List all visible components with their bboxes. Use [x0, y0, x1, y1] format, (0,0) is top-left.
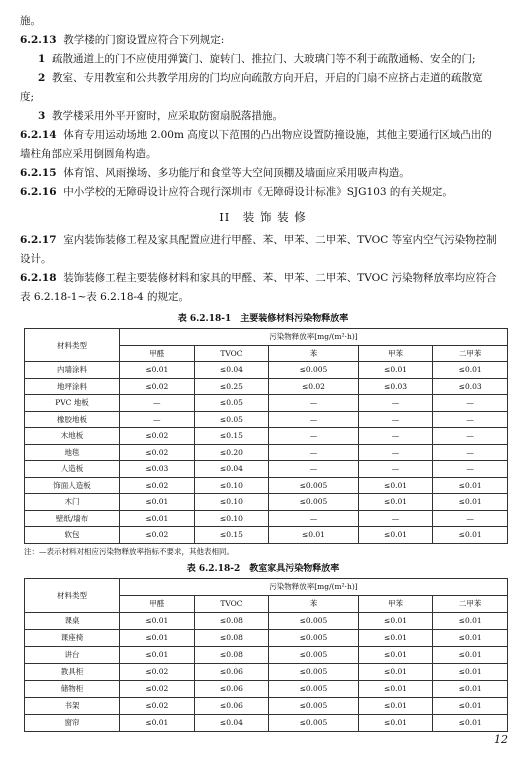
- table-cell: ≤0.01: [433, 612, 508, 629]
- table-cell: —: [120, 395, 195, 412]
- table-cell: —: [433, 411, 508, 428]
- table-cell: ≤0.005: [269, 362, 359, 379]
- table-cell: ≤0.10: [194, 477, 269, 494]
- row-label: 木门: [25, 494, 120, 511]
- clause-number: 3: [38, 110, 46, 122]
- section-title: II 装 饰 装 修: [219, 210, 307, 224]
- table-cell: ≤0.01: [120, 362, 195, 379]
- column-header: 甲醛: [120, 345, 195, 362]
- table-cell: ≤0.02: [120, 680, 195, 697]
- text-line: [20, 250, 506, 269]
- text-line: [20, 88, 506, 107]
- table-cell: —: [269, 428, 359, 445]
- table-cell: —: [358, 411, 433, 428]
- text-line: [20, 12, 506, 31]
- column-header: 苯: [269, 345, 359, 362]
- table-cell: ≤0.10: [194, 494, 269, 511]
- table-cell: ≤0.01: [358, 477, 433, 494]
- table-row: [25, 494, 508, 511]
- clause-text: 墙柱角部应采用倒圆角构造。: [20, 148, 157, 160]
- table-cell: —: [433, 444, 508, 461]
- table-cell: ≤0.01: [120, 629, 195, 646]
- table-cell: ≤0.02: [120, 663, 195, 680]
- table-cell: ≤0.005: [269, 680, 359, 697]
- table-cell: ≤0.03: [120, 461, 195, 478]
- table-cell: ≤0.01: [358, 714, 433, 731]
- table-cell: ≤0.005: [269, 646, 359, 663]
- table-cell: ≤0.005: [269, 697, 359, 714]
- table-cell: ≤0.05: [194, 411, 269, 428]
- table-cell: ≤0.02: [120, 527, 195, 544]
- table-cell: ≤0.08: [194, 646, 269, 663]
- text-line: [20, 183, 506, 202]
- column-header: 苯: [269, 595, 359, 612]
- table-row: [25, 395, 508, 412]
- table-row: [25, 477, 508, 494]
- table-cell: —: [433, 395, 508, 412]
- table-cell: ≤0.005: [269, 629, 359, 646]
- column-header: 甲苯: [358, 345, 433, 362]
- table1-note: 注：—表示材料对相应污染物释放率指标不要求，其他表相同。: [24, 546, 234, 556]
- clause-text: 教学楼的门窗设置应符合下列规定:: [63, 34, 225, 46]
- header-row: [25, 329, 508, 346]
- table-cell: ≤0.005: [269, 477, 359, 494]
- text-line: [20, 269, 506, 288]
- clause-text: 教学楼采用外平开窗时，应采取防窗扇脱落措施。: [52, 110, 283, 122]
- table-cell: ≤0.01: [358, 629, 433, 646]
- column-header: 甲苯: [358, 595, 433, 612]
- text-line: [20, 69, 506, 88]
- clause-text: 疏散通道上的门不应使用弹簧门、旋转门、推拉门、大玻璃门等不利于疏散通畅、安全的门;: [52, 53, 476, 65]
- clause-number: 6.2.13: [20, 34, 57, 46]
- text-line: [20, 288, 506, 307]
- row-label: 教具柜: [25, 663, 120, 680]
- table-row: [25, 697, 508, 714]
- table-cell: ≤0.06: [194, 697, 269, 714]
- table-cell: ≤0.01: [433, 663, 508, 680]
- table-row: [25, 680, 508, 697]
- table-cell: ≤0.25: [194, 378, 269, 395]
- row-label: 内墙涂料: [25, 362, 120, 379]
- clause-number: 6.2.18: [20, 272, 57, 284]
- table-cell: ≤0.02: [120, 378, 195, 395]
- text-line: [20, 31, 506, 50]
- row-label: 木地板: [25, 428, 120, 445]
- clause-text: 体育专用运动场地 2.00m 高度以下范围的凸出物应设置防撞设施，其他主要通行区域凸出的: [63, 129, 492, 141]
- table2-caption: 表 6.2.18-2 教室家具污染物释放率: [186, 563, 340, 574]
- table-cell: ≤0.01: [358, 646, 433, 663]
- table-cell: ≤0.01: [433, 629, 508, 646]
- table-cell: ≤0.005: [269, 714, 359, 731]
- table-cell: ≤0.005: [269, 494, 359, 511]
- column-header: TVOC: [194, 595, 269, 612]
- row-label: 讲台: [25, 646, 120, 663]
- table-cell: ≤0.01: [358, 663, 433, 680]
- table-cell: ≤0.01: [120, 510, 195, 527]
- column-header: 甲醛: [120, 595, 195, 612]
- table-cell: ≤0.01: [433, 527, 508, 544]
- table-row: [25, 663, 508, 680]
- table-cell: —: [269, 395, 359, 412]
- row-label: 地坪涂料: [25, 378, 120, 395]
- table-cell: ≤0.08: [194, 629, 269, 646]
- row-label: 软包: [25, 527, 120, 544]
- text-line: [20, 145, 506, 164]
- table-cell: ≤0.02: [120, 444, 195, 461]
- table-row: [25, 629, 508, 646]
- row-label: 课座椅: [25, 629, 120, 646]
- table-cell: ≤0.005: [269, 612, 359, 629]
- table-cell: ≤0.04: [194, 461, 269, 478]
- header-row: [25, 578, 508, 595]
- table-cell: ≤0.03: [358, 378, 433, 395]
- table1-caption: 表 6.2.18-1 主要装修材料污染物释放率: [177, 314, 349, 324]
- table-cell: ≤0.02: [269, 378, 359, 395]
- table-cell: ≤0.06: [194, 663, 269, 680]
- row-label: 橡胶地板: [25, 411, 120, 428]
- table-cell: ≤0.15: [194, 428, 269, 445]
- table-row: [25, 444, 508, 461]
- table-cell: ≤0.01: [120, 494, 195, 511]
- clause-number: 6.2.15: [20, 167, 57, 179]
- table-row: [25, 428, 508, 445]
- table-row: [25, 714, 508, 731]
- table-cell: ≤0.01: [120, 612, 195, 629]
- clause-number: 6.2.17: [20, 234, 57, 246]
- row-label: 课桌: [25, 612, 120, 629]
- table-cell: ≤0.01: [120, 646, 195, 663]
- clause-number: 2: [38, 72, 46, 84]
- table-cell: —: [358, 444, 433, 461]
- table-cell: ≤0.01: [358, 680, 433, 697]
- row-label: 饰面人造板: [25, 477, 120, 494]
- table-cell: —: [269, 411, 359, 428]
- table-cell: ≤0.01: [120, 714, 195, 731]
- table-cell: ≤0.08: [194, 612, 269, 629]
- text-line: [20, 126, 506, 145]
- clause-number: 6.2.16: [20, 186, 57, 198]
- group-header: 污染物释放率[mg/(m²·h)]: [120, 329, 508, 346]
- table-cell: ≤0.01: [269, 527, 359, 544]
- table-cell: ≤0.02: [120, 697, 195, 714]
- table-cell: ≤0.20: [194, 444, 269, 461]
- clause-number: 1: [38, 53, 46, 65]
- clauses-block-2: [20, 231, 506, 307]
- type-header: 材料类型: [25, 329, 120, 362]
- row-label: PVC 地板: [25, 395, 120, 412]
- table-row: [25, 646, 508, 663]
- table-cell: —: [269, 510, 359, 527]
- table-cell: —: [433, 461, 508, 478]
- table2: [24, 578, 508, 732]
- table-cell: ≤0.04: [194, 714, 269, 731]
- text-line: [20, 50, 506, 69]
- row-label: 书架: [25, 697, 120, 714]
- table-cell: ≤0.06: [194, 680, 269, 697]
- table-cell: ≤0.01: [433, 680, 508, 697]
- table-row: [25, 378, 508, 395]
- table-cell: ≤0.01: [433, 714, 508, 731]
- table-cell: ≤0.03: [433, 378, 508, 395]
- clause-text: 体育馆、风雨操场、多功能厅和食堂等大空间顶棚及墙面应采用吸声构造。: [63, 167, 410, 179]
- table-row: [25, 510, 508, 527]
- table-cell: ≤0.02: [120, 428, 195, 445]
- text-line: [20, 164, 506, 183]
- table-row: [25, 411, 508, 428]
- table-row: [25, 362, 508, 379]
- table-cell: —: [433, 510, 508, 527]
- row-label: 人造板: [25, 461, 120, 478]
- table-cell: —: [358, 428, 433, 445]
- table-cell: ≤0.01: [358, 494, 433, 511]
- row-label: 壁纸/墙布: [25, 510, 120, 527]
- table-cell: ≤0.01: [358, 362, 433, 379]
- table-cell: ≤0.02: [120, 477, 195, 494]
- table-cell: ≤0.04: [194, 362, 269, 379]
- clause-text: 表 6.2.18-1~表 6.2.18-4 的规定。: [20, 291, 190, 303]
- text-line: [20, 107, 506, 126]
- table-cell: ≤0.01: [433, 697, 508, 714]
- table-cell: —: [358, 395, 433, 412]
- table-cell: ≤0.01: [358, 527, 433, 544]
- table-cell: —: [120, 411, 195, 428]
- table-cell: —: [358, 461, 433, 478]
- group-header: 污染物释放率[mg/(m²·h)]: [120, 578, 508, 595]
- clause-text: 施。: [20, 15, 41, 27]
- table-cell: ≤0.01: [433, 477, 508, 494]
- table-cell: ≤0.01: [433, 362, 508, 379]
- table-cell: —: [269, 461, 359, 478]
- clause-text: 教室、专用教室和公共教学用房的门均应向疏散方向开启，开启的门扇不应挤占走道的疏散宽: [52, 72, 483, 84]
- table-row: [25, 461, 508, 478]
- row-label: 地毯: [25, 444, 120, 461]
- clause-text: 装饰装修工程主要装修材料和家具的甲醛、苯、甲苯、二甲苯、TVOC 污染物释放率均应符合: [63, 272, 497, 284]
- table-cell: ≤0.01: [433, 494, 508, 511]
- table-cell: ≤0.005: [269, 663, 359, 680]
- table-row: [25, 612, 508, 629]
- text-line: [20, 231, 506, 250]
- table1: [24, 328, 508, 544]
- clause-text: 度;: [20, 91, 35, 103]
- table-cell: ≤0.01: [433, 646, 508, 663]
- clause-text: 中小学校的无障碍设计应符合现行深圳市《无障碍设计标准》SJG103 的有关规定。: [63, 186, 453, 198]
- type-header: 材料类型: [25, 578, 120, 612]
- row-label: 窗帘: [25, 714, 120, 731]
- table-cell: —: [433, 428, 508, 445]
- table-cell: —: [269, 444, 359, 461]
- table-cell: ≤0.01: [358, 612, 433, 629]
- table-cell: ≤0.01: [358, 697, 433, 714]
- clause-text: 设计。: [20, 253, 52, 265]
- clause-number: 6.2.14: [20, 129, 57, 141]
- table-cell: ≤0.10: [194, 510, 269, 527]
- clause-text: 室内装饰装修工程及家具配置应进行甲醛、苯、甲苯、二甲苯、TVOC 等室内空气污染物控制: [63, 234, 497, 246]
- column-header: 二甲苯: [433, 595, 508, 612]
- page-number: 12: [494, 733, 508, 746]
- row-label: 储物柜: [25, 680, 120, 697]
- table-cell: ≤0.15: [194, 527, 269, 544]
- table-cell: —: [358, 510, 433, 527]
- table-row: [25, 527, 508, 544]
- table-cell: ≤0.05: [194, 395, 269, 412]
- clauses-block: [20, 12, 506, 202]
- column-header: TVOC: [194, 345, 269, 362]
- column-header: 二甲苯: [433, 345, 508, 362]
